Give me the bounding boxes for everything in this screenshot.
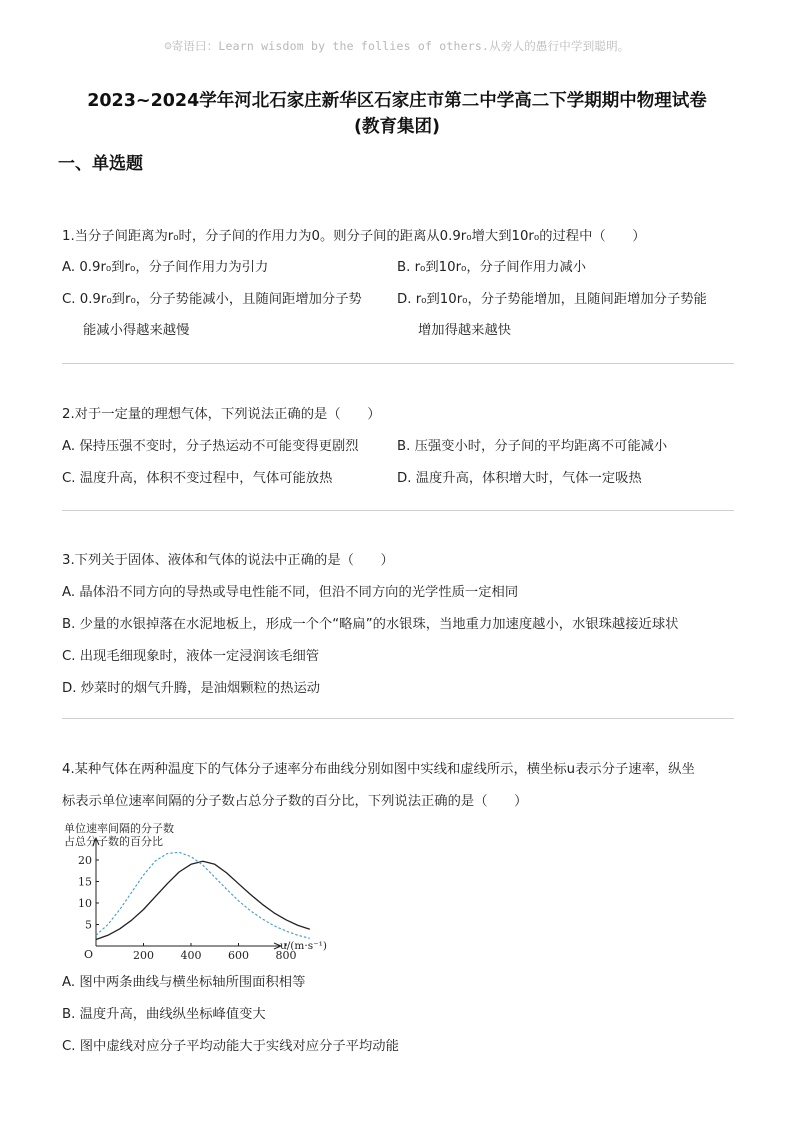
chart-x-tick-label: 800 [275, 949, 297, 962]
q2-option-c[interactable]: C. 温度升高，体积不变过程中，气体可能放热 [62, 471, 333, 486]
chart-x-tick-label: 400 [180, 949, 202, 962]
q1-option-c[interactable] [62, 284, 362, 346]
title-line-1: 2023~2024学年河北石家庄新华区石家庄市第二中学高二下学期期中物理试卷 [87, 91, 707, 111]
chart-ylabel-line-2: 占总分子数的百分比 [64, 835, 163, 848]
chart-series-dashed [96, 852, 310, 938]
q4-stem-line-2: 标表示单位速率间隔的分子数占总分子数的百分比，下列说法正确的是（ ） [62, 794, 528, 809]
q3-stem: 3.下列关于固体、液体和气体的说法中正确的是（ ） [62, 553, 394, 568]
q4-stem-line-1: 4.某种气体在两种温度下的气体分子速率分布曲线分别如图中实线和虚线所示，横坐标u表示分子速率，纵坐 [62, 762, 695, 777]
q1-option-b[interactable]: B. r₀到10r₀，分子间作用力减小 [397, 260, 587, 275]
q4-option-a[interactable]: A. 图中两条曲线与横坐标轴所围面积相等 [62, 975, 306, 990]
chart-series-solid [96, 861, 310, 939]
q4-option-b[interactable]: B. 温度升高，曲线纵坐标峰值变大 [62, 1007, 266, 1022]
chart-y-tick-label: 15 [78, 875, 92, 889]
q2-option-b[interactable]: B. 压强变小时，分子间的平均距离不可能减小 [397, 439, 668, 454]
q1-option-d[interactable] [397, 284, 707, 346]
chart-xlabel: u/(m·s⁻¹) [280, 940, 327, 952]
q1-option-a[interactable]: A. 0.9r₀到r₀，分子间作用力为引力 [62, 260, 269, 275]
chart-x-tick-label: 200 [133, 949, 154, 962]
q1-option-d-line1: D. r₀到10r₀，分子势能增加，且随间距增加分子势能 [397, 292, 707, 307]
header-motto: ☺寄语曰：Learn wisdom by the follies of others.从旁人的愚行中学到聪明。 [164, 39, 630, 53]
page-title [40, 88, 754, 140]
q3-option-d[interactable]: D. 炒菜时的烟气升腾，是油烟颗粒的热运动 [62, 681, 321, 696]
q3-option-b[interactable]: B. 少量的水银掉落在水泥地板上，形成一个个“略扁”的水银珠，当地重力加速度越小，水银珠越接近球状 [62, 617, 679, 632]
chart-origin-label: O [83, 948, 93, 961]
q1-option-c-line1: C. 0.9r₀到r₀，分子势能减小，且随间距增加分子势 [62, 292, 362, 307]
q1-option-d-line2: 增加得越来越快 [418, 323, 512, 338]
chart-y-tick-label: 10 [78, 897, 92, 910]
chart-x-tick-label: 600 [228, 949, 249, 962]
chart-axes [93, 838, 281, 949]
chart-y-tick-label: 20 [78, 854, 92, 867]
divider [62, 363, 734, 364]
divider [62, 510, 734, 511]
q2-option-d[interactable]: D. 温度升高，体积增大时，气体一定吸热 [397, 471, 642, 486]
q3-option-a[interactable]: A. 晶体沿不同方向的导热或导电性能不同，但沿不同方向的光学性质一定相同 [62, 585, 519, 600]
q1-stem: 1.当分子间距离为r₀时，分子间的作用力为0。则分子间的距离从0.9r₀增大到10r₀的过程中（ ） [62, 229, 646, 244]
chart-series [96, 852, 310, 939]
chart-y-tick-label: 5 [85, 918, 92, 932]
q3-option-c[interactable]: C. 出现毛细现象时，液体一定浸润该毛细管 [62, 649, 320, 664]
q1-option-c-line2: 能减小得越来越慢 [83, 323, 190, 338]
divider [62, 718, 734, 719]
title-line-2: (教育集团) [354, 117, 440, 137]
q4-option-c[interactable]: C. 图中虚线对应分子平均动能大于实线对应分子平均动能 [62, 1039, 399, 1054]
section-title: 一、单选题 [58, 154, 143, 174]
chart-ylabel-line-1: 单位速率间隔的分子数 [64, 822, 174, 835]
q2-stem: 2.对于一定量的理想气体，下列说法正确的是（ ） [62, 407, 381, 422]
q2-option-a[interactable]: A. 保持压强不变时，分子热运动不可能变得更剧烈 [62, 439, 359, 454]
speed-distribution-chart [62, 818, 332, 970]
